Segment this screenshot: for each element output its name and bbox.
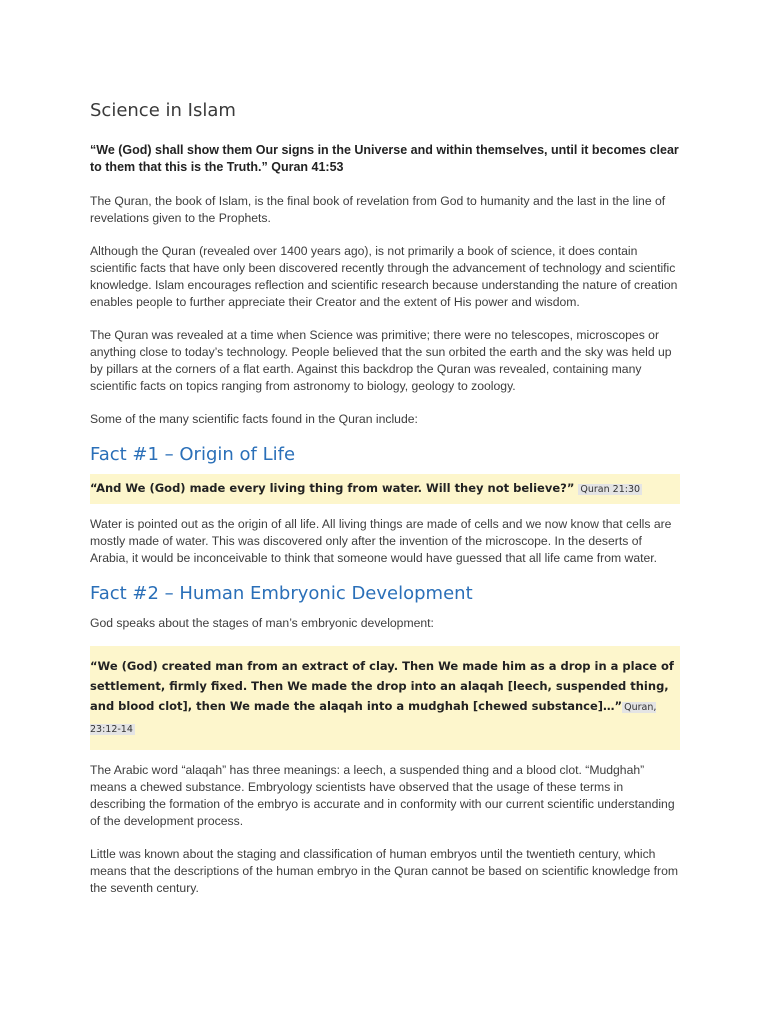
fact2-paragraph-1: The Arabic word “alaqah” has three meanings: a leech, a suspended thing and a blood clot. “Mudghah” means a chewed substance. Embryology scientists have observed that the usage of these terms in describing the formation of the embryo is accurate and in conformity with our current scientific understanding of the development process.: [90, 763, 675, 828]
fact1-quote-box: [90, 474, 680, 504]
fact1-quote: “And We (God) made every living thing from water. Will they not believe?”: [90, 481, 575, 495]
fact2-heading: Fact #2 – Human Embryonic Development: [90, 583, 473, 604]
fact2-paragraph-2: Little was known about the staging and classification of human embryos until the twentieth century, which means that the descriptions of the human embryo in the Quran cannot be based on scientific knowledge from the seventh century.: [90, 847, 679, 895]
intro-paragraph-3: The Quran was revealed at a time when Science was primitive; there were no telescopes, microscopes or anything close to today’s technology. People believed that the sun orbited the earth and the sky was held up by pillars at the corners of a flat earth. Against this backdrop the Quran was revealed, containing many scientific facts on topics ranging from astronomy to biology, geology to zoology.: [90, 328, 672, 393]
lead-quote: “We (God) shall show them Our signs in the Universe and within themselves, until it becomes clear to them that this is the Truth.” Quran 41:53: [90, 143, 679, 174]
page-title: Science in Islam: [90, 100, 236, 121]
fact2-intro: God speaks about the stages of man’s embryonic development:: [90, 616, 434, 630]
fact1-heading: Fact #1 – Origin of Life: [90, 444, 296, 465]
intro-paragraph-1: The Quran, the book of Islam, is the final book of revelation from God to humanity and the last in the line of revelations given to the Prophets.: [90, 194, 666, 225]
fact2-reference: Quran, 23:12-14: [90, 702, 657, 735]
fact2-quote-box: [90, 646, 680, 750]
fact1-reference: Quran 21:30: [580, 484, 641, 495]
document-page: [90, 98, 680, 913]
intro-paragraph-4: Some of the many scientific facts found in the Quran include:: [90, 412, 418, 426]
fact2-quote: “We (God) created man from an extract of clay. Then We made him as a drop in a place of settlement, firmly fixed. Then We made the drop into an alaqah [leech, suspended thing, and blood clot], then We made the alaqah into a mudghah [chewed substance]…”: [90, 659, 674, 713]
intro-paragraph-2: Although the Quran (revealed over 1400 years ago), is not primarily a book of science, it does contain scientific facts that have only been discovered recently through the advancement of technology and scientific knowledge. Islam encourages reflection and scientific research because understanding the nature of creation enables people to further appreciate their Creator and the extent of His power and wisdom.: [90, 244, 678, 309]
fact1-paragraph: Water is pointed out as the origin of all life. All living things are made of cells and we now know that cells are mostly made of water. This was discovered only after the invention of the microscope. In the deserts of Arabia, it would be inconceivable to think that someone would have guessed that all life came from water.: [90, 517, 672, 565]
